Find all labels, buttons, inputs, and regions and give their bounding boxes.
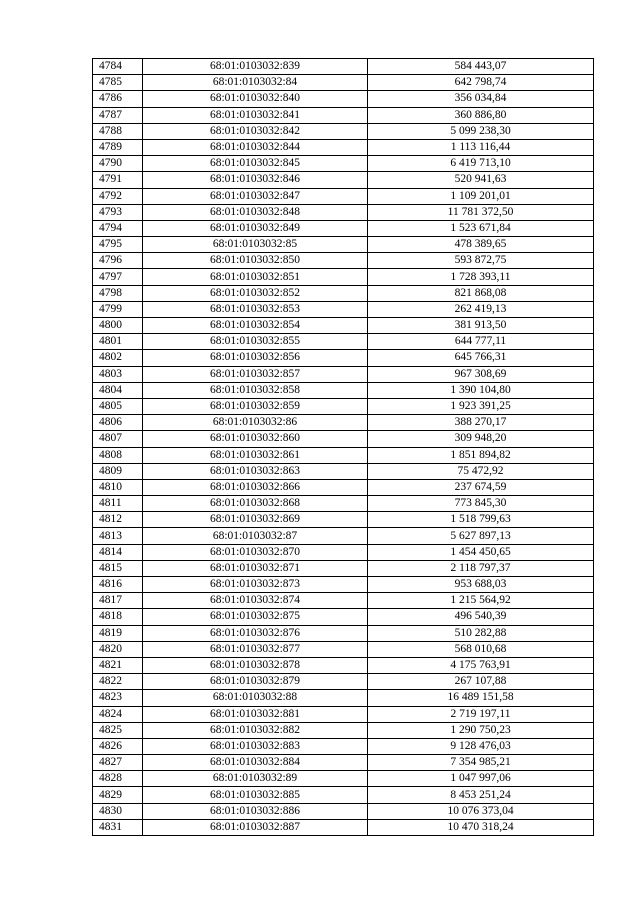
cadastral-value-cell: 360 886,80	[368, 107, 594, 123]
cadastral-number-cell: 68:01:0103032:84	[143, 75, 368, 91]
table-row	[93, 204, 594, 220]
table-row	[93, 237, 594, 253]
row-number-cell: 4812	[93, 512, 143, 528]
row-number-cell: 4800	[93, 318, 143, 334]
cadastral-value-cell: 1 290 750,23	[368, 722, 594, 738]
table-row	[93, 544, 594, 560]
table-row	[93, 334, 594, 350]
cadastral-value-cell: 262 419,13	[368, 301, 594, 317]
cadastral-number-cell: 68:01:0103032:878	[143, 657, 368, 673]
row-number-cell: 4789	[93, 139, 143, 155]
cadastral-number-cell: 68:01:0103032:849	[143, 220, 368, 236]
cadastral-value-cell: 10 076 373,04	[368, 803, 594, 819]
cadastral-value-cell: 1 923 391,25	[368, 398, 594, 414]
row-number-cell: 4815	[93, 560, 143, 576]
cadastral-number-cell: 68:01:0103032:871	[143, 560, 368, 576]
table-row	[93, 75, 594, 91]
table-row	[93, 156, 594, 172]
table-row	[93, 496, 594, 512]
table-row	[93, 755, 594, 771]
table-row	[93, 609, 594, 625]
cadastral-value-cell: 953 688,03	[368, 577, 594, 593]
row-number-cell: 4788	[93, 123, 143, 139]
cadastral-value-cell: 967 308,69	[368, 366, 594, 382]
cadastral-number-cell: 68:01:0103032:842	[143, 123, 368, 139]
table-body	[93, 59, 594, 836]
row-number-cell: 4795	[93, 237, 143, 253]
table-row	[93, 350, 594, 366]
cadastral-number-cell: 68:01:0103032:870	[143, 544, 368, 560]
row-number-cell: 4790	[93, 156, 143, 172]
row-number-cell: 4794	[93, 220, 143, 236]
cadastral-value-cell: 4 175 763,91	[368, 657, 594, 673]
cadastral-value-cell: 2 118 797,37	[368, 560, 594, 576]
row-number-cell: 4829	[93, 787, 143, 803]
cadastral-value-cell: 1 047 997,06	[368, 771, 594, 787]
cadastral-number-cell: 68:01:0103032:875	[143, 609, 368, 625]
cadastral-number-cell: 68:01:0103032:860	[143, 431, 368, 447]
table-row	[93, 91, 594, 107]
table-row	[93, 528, 594, 544]
cadastral-number-cell: 68:01:0103032:846	[143, 172, 368, 188]
cadastral-number-cell: 68:01:0103032:845	[143, 156, 368, 172]
cadastral-number-cell: 68:01:0103032:869	[143, 512, 368, 528]
cadastral-value-cell: 645 766,31	[368, 350, 594, 366]
cadastral-number-cell: 68:01:0103032:86	[143, 415, 368, 431]
row-number-cell: 4806	[93, 415, 143, 431]
cadastral-value-cell: 593 872,75	[368, 253, 594, 269]
row-number-cell: 4810	[93, 479, 143, 495]
table-row	[93, 366, 594, 382]
cadastral-value-cell: 75 472,92	[368, 463, 594, 479]
table-row	[93, 188, 594, 204]
row-number-cell: 4796	[93, 253, 143, 269]
table-row	[93, 803, 594, 819]
row-number-cell: 4801	[93, 334, 143, 350]
table-row	[93, 123, 594, 139]
table-row	[93, 706, 594, 722]
cadastral-number-cell: 68:01:0103032:883	[143, 738, 368, 754]
row-number-cell: 4799	[93, 301, 143, 317]
row-number-cell: 4792	[93, 188, 143, 204]
row-number-cell: 4811	[93, 496, 143, 512]
cadastral-value-cell: 568 010,68	[368, 641, 594, 657]
table-row	[93, 285, 594, 301]
cadastral-number-cell: 68:01:0103032:882	[143, 722, 368, 738]
cadastral-number-cell: 68:01:0103032:852	[143, 285, 368, 301]
cadastral-number-cell: 68:01:0103032:887	[143, 819, 368, 835]
row-number-cell: 4827	[93, 755, 143, 771]
cadastral-number-cell: 68:01:0103032:876	[143, 625, 368, 641]
table-row	[93, 560, 594, 576]
cadastral-value-cell: 381 913,50	[368, 318, 594, 334]
table-row	[93, 59, 594, 75]
table-row	[93, 301, 594, 317]
table-row	[93, 819, 594, 835]
cadastral-number-cell: 68:01:0103032:853	[143, 301, 368, 317]
cadastral-number-cell: 68:01:0103032:858	[143, 382, 368, 398]
cadastral-number-cell: 68:01:0103032:856	[143, 350, 368, 366]
cadastral-number-cell: 68:01:0103032:859	[143, 398, 368, 414]
cadastral-number-cell: 68:01:0103032:866	[143, 479, 368, 495]
row-number-cell: 4818	[93, 609, 143, 625]
cadastral-number-cell: 68:01:0103032:877	[143, 641, 368, 657]
row-number-cell: 4793	[93, 204, 143, 220]
table-row	[93, 641, 594, 657]
table-row	[93, 690, 594, 706]
cadastral-value-cell: 642 798,74	[368, 75, 594, 91]
cadastral-value-cell: 267 107,88	[368, 674, 594, 690]
table-row	[93, 771, 594, 787]
table-row	[93, 415, 594, 431]
row-number-cell: 4786	[93, 91, 143, 107]
table-row	[93, 447, 594, 463]
cadastral-value-cell: 309 948,20	[368, 431, 594, 447]
cadastral-value-cell: 5 627 897,13	[368, 528, 594, 544]
row-number-cell: 4797	[93, 269, 143, 285]
cadastral-value-cell: 1 390 104,80	[368, 382, 594, 398]
table-row	[93, 674, 594, 690]
table-row	[93, 577, 594, 593]
cadastral-number-cell: 68:01:0103032:874	[143, 593, 368, 609]
cadastral-number-cell: 68:01:0103032:848	[143, 204, 368, 220]
cadastral-value-cell: 1 523 671,84	[368, 220, 594, 236]
row-number-cell: 4824	[93, 706, 143, 722]
row-number-cell: 4808	[93, 447, 143, 463]
cadastral-value-cell: 356 034,84	[368, 91, 594, 107]
cadastral-value-cell: 510 282,88	[368, 625, 594, 641]
cadastral-number-cell: 68:01:0103032:89	[143, 771, 368, 787]
row-number-cell: 4802	[93, 350, 143, 366]
row-number-cell: 4819	[93, 625, 143, 641]
cadastral-value-cell: 496 540,39	[368, 609, 594, 625]
cadastral-value-cell: 773 845,30	[368, 496, 594, 512]
table-row	[93, 107, 594, 123]
table-row	[93, 382, 594, 398]
cadastral-value-cell: 11 781 372,50	[368, 204, 594, 220]
row-number-cell: 4784	[93, 59, 143, 75]
table-row	[93, 738, 594, 754]
table-row	[93, 269, 594, 285]
cadastral-value-cell: 1 518 799,63	[368, 512, 594, 528]
row-number-cell: 4817	[93, 593, 143, 609]
cadastral-value-table	[92, 58, 594, 836]
row-number-cell: 4823	[93, 690, 143, 706]
cadastral-number-cell: 68:01:0103032:885	[143, 787, 368, 803]
cadastral-number-cell: 68:01:0103032:839	[143, 59, 368, 75]
row-number-cell: 4826	[93, 738, 143, 754]
cadastral-value-cell: 8 453 251,24	[368, 787, 594, 803]
row-number-cell: 4814	[93, 544, 143, 560]
table-row	[93, 463, 594, 479]
cadastral-number-cell: 68:01:0103032:841	[143, 107, 368, 123]
cadastral-number-cell: 68:01:0103032:886	[143, 803, 368, 819]
row-number-cell: 4803	[93, 366, 143, 382]
table-row	[93, 625, 594, 641]
cadastral-value-cell: 478 389,65	[368, 237, 594, 253]
cadastral-value-cell: 7 354 985,21	[368, 755, 594, 771]
cadastral-value-cell: 6 419 713,10	[368, 156, 594, 172]
row-number-cell: 4822	[93, 674, 143, 690]
cadastral-number-cell: 68:01:0103032:868	[143, 496, 368, 512]
cadastral-number-cell: 68:01:0103032:844	[143, 139, 368, 155]
cadastral-number-cell: 68:01:0103032:847	[143, 188, 368, 204]
row-number-cell: 4791	[93, 172, 143, 188]
cadastral-number-cell: 68:01:0103032:840	[143, 91, 368, 107]
row-number-cell: 4807	[93, 431, 143, 447]
row-number-cell: 4825	[93, 722, 143, 738]
cadastral-number-cell: 68:01:0103032:857	[143, 366, 368, 382]
row-number-cell: 4785	[93, 75, 143, 91]
table-row	[93, 139, 594, 155]
cadastral-number-cell: 68:01:0103032:861	[143, 447, 368, 463]
cadastral-number-cell: 68:01:0103032:88	[143, 690, 368, 706]
row-number-cell: 4787	[93, 107, 143, 123]
row-number-cell: 4813	[93, 528, 143, 544]
table-row	[93, 318, 594, 334]
cadastral-number-cell: 68:01:0103032:850	[143, 253, 368, 269]
row-number-cell: 4831	[93, 819, 143, 835]
row-number-cell: 4820	[93, 641, 143, 657]
cadastral-value-cell: 1 215 564,92	[368, 593, 594, 609]
row-number-cell: 4816	[93, 577, 143, 593]
cadastral-value-cell: 584 443,07	[368, 59, 594, 75]
table-row	[93, 512, 594, 528]
row-number-cell: 4798	[93, 285, 143, 301]
cadastral-number-cell: 68:01:0103032:884	[143, 755, 368, 771]
row-number-cell: 4809	[93, 463, 143, 479]
row-number-cell: 4804	[93, 382, 143, 398]
table-row	[93, 398, 594, 414]
cadastral-number-cell: 68:01:0103032:855	[143, 334, 368, 350]
cadastral-value-cell: 1 109 201,01	[368, 188, 594, 204]
row-number-cell: 4821	[93, 657, 143, 673]
table-row	[93, 722, 594, 738]
table-row	[93, 787, 594, 803]
cadastral-value-cell: 1 454 450,65	[368, 544, 594, 560]
cadastral-value-cell: 16 489 151,58	[368, 690, 594, 706]
table-row	[93, 479, 594, 495]
cadastral-value-cell: 10 470 318,24	[368, 819, 594, 835]
cadastral-value-cell: 1 728 393,11	[368, 269, 594, 285]
table-row	[93, 657, 594, 673]
row-number-cell: 4805	[93, 398, 143, 414]
cadastral-value-cell: 2 719 197,11	[368, 706, 594, 722]
cadastral-number-cell: 68:01:0103032:87	[143, 528, 368, 544]
cadastral-number-cell: 68:01:0103032:873	[143, 577, 368, 593]
row-number-cell: 4830	[93, 803, 143, 819]
cadastral-number-cell: 68:01:0103032:85	[143, 237, 368, 253]
cadastral-value-cell: 237 674,59	[368, 479, 594, 495]
cadastral-number-cell: 68:01:0103032:854	[143, 318, 368, 334]
cadastral-value-cell: 1 113 116,44	[368, 139, 594, 155]
cadastral-value-cell: 9 128 476,03	[368, 738, 594, 754]
cadastral-value-cell: 520 941,63	[368, 172, 594, 188]
cadastral-value-cell: 388 270,17	[368, 415, 594, 431]
cadastral-number-cell: 68:01:0103032:851	[143, 269, 368, 285]
cadastral-value-cell: 644 777,11	[368, 334, 594, 350]
table-row	[93, 172, 594, 188]
cadastral-value-cell: 1 851 894,82	[368, 447, 594, 463]
table-row	[93, 220, 594, 236]
cadastral-number-cell: 68:01:0103032:879	[143, 674, 368, 690]
table-row	[93, 253, 594, 269]
cadastral-number-cell: 68:01:0103032:881	[143, 706, 368, 722]
cadastral-value-cell: 821 868,08	[368, 285, 594, 301]
table-row	[93, 431, 594, 447]
table-row	[93, 593, 594, 609]
cadastral-value-cell: 5 099 238,30	[368, 123, 594, 139]
row-number-cell: 4828	[93, 771, 143, 787]
cadastral-number-cell: 68:01:0103032:863	[143, 463, 368, 479]
